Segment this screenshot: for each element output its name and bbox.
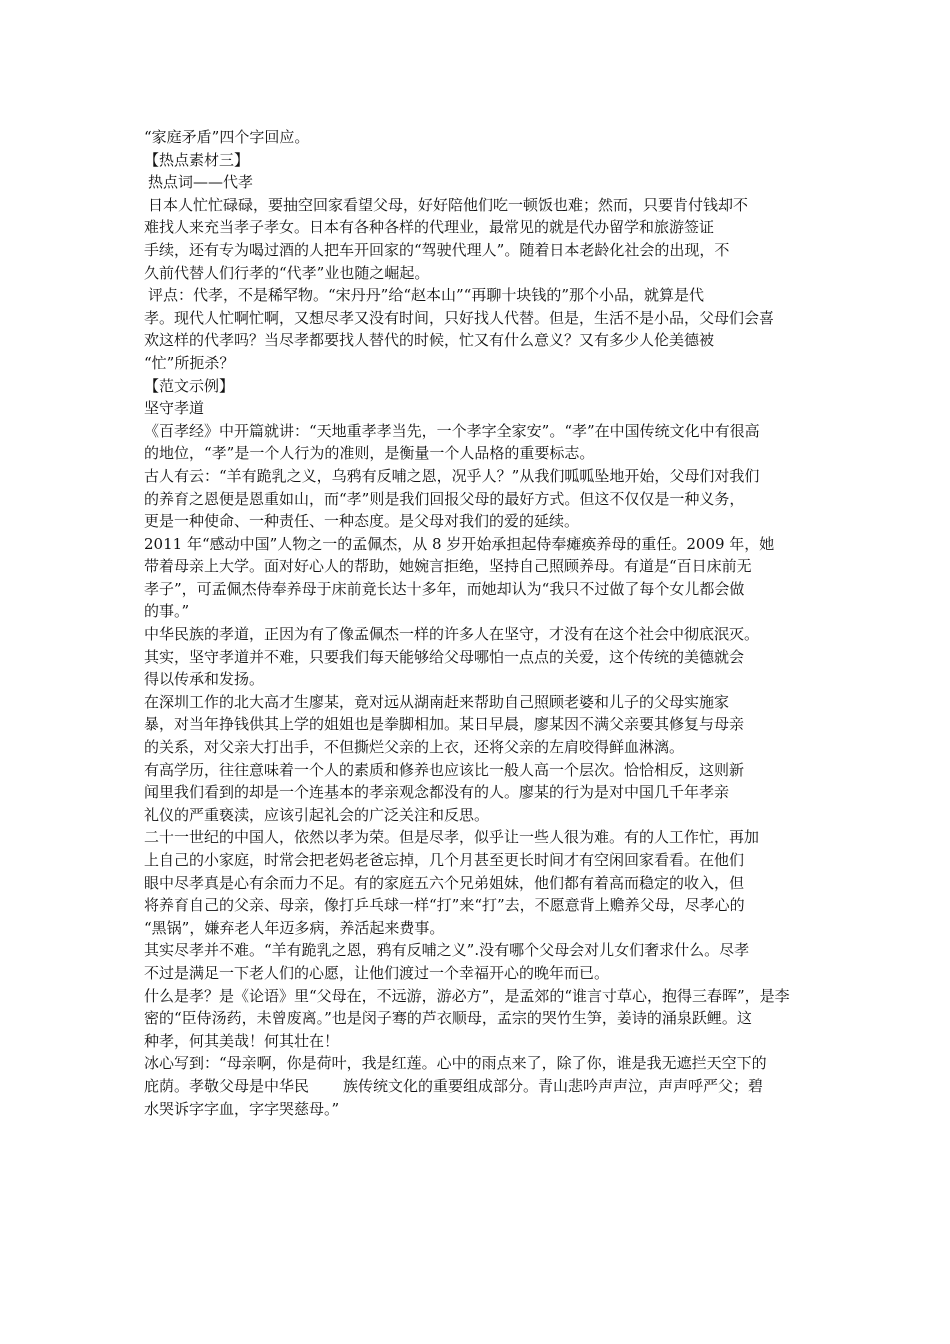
text-line: 手续，还有专为喝过酒的人把车开回家的“驾驶代理人”。随着日本老龄化社会的出现，不 — [144, 240, 730, 259]
text-line: 水哭诉字字血，字字哭慈母。” — [144, 1099, 340, 1118]
text-line: 种孝，何其美哉！何其壮在！ — [144, 1031, 340, 1050]
text-line: 暴，对当年挣钱供其上学的姐姐也是拳脚相加。某日早晨，廖某因不满父亲要其修复与母亲 — [144, 715, 745, 734]
text-line: 孝子”，可孟佩杰侍奉养母于床前竟长达十多年，而她却认为“我只不过做了每个女儿都会做 — [144, 579, 745, 598]
text-line: 评点：代孝，不是稀罕物。“宋丹丹”给“赵本山”“再聊十块钱的”那个小品，就算是代 — [148, 286, 705, 305]
text-line: 孝。现代人忙啊忙啊，又想尽孝又没有时间，只好找人代替。但是，生活不是小品，父母们会喜 — [144, 308, 775, 327]
text-line: 难找人来充当孝子孝女。日本有各种各样的代理业，最常见的就是代办留学和旅游签证 — [144, 218, 715, 237]
text-line: 2011 年“感动中国”人物之一的孟佩杰，从 8 岁开始承担起侍奉瘫痪养母的重任。2009 年，她 — [144, 534, 775, 553]
text-fragment: 庇荫。孝敬父母是中华民 — [144, 1076, 310, 1095]
text-line: 中华民族的孝道，正因为有了像孟佩杰一样的许多人在坚守，才没有在这个社会中彻底泯灭。 — [144, 625, 760, 644]
text-line: 将养育自己的父亲、母亲，像打乒乓球一样“打”来“打”去，不愿意背上赡养父母，尽孝心的 — [144, 896, 745, 915]
hot-word-heading: 热点词——代孝 — [148, 173, 254, 192]
text-line: “黑锅”，嫌弃老人年迈多病，养活起来费事。 — [144, 918, 445, 937]
text-line: “家庭矛盾”四个字回应。 — [144, 128, 310, 146]
text-line: 《百孝经》中开篇就讲：“天地重孝孝当先，一个孝字全家安”。“孝”在中国传统文化中有很高 — [144, 421, 760, 440]
text-line: 古人有云：“羊有跪乳之义，乌鸦有反哺之恩，况乎人？”从我们呱呱坠地开始，父母们对我们 — [144, 466, 760, 485]
text-line: 其实尽孝并不难。“羊有跪乳之恩，鸦有反哺之义”.没有哪个父母会对儿女们奢求什么。尽孝 — [144, 941, 750, 960]
text-line: 其实，坚守孝道并不难，只要我们每天能够给父母哪怕一点点的关爱，这个传统的美德就会 — [144, 647, 745, 666]
essay-title: 坚守孝道 — [144, 399, 205, 418]
text-line: 更是一种使命、一种责任、一种态度。是父母对我们的爱的延续。 — [144, 512, 580, 531]
text-line: 上自己的小家庭，时常会把老妈老爸忘掉，几个月甚至更长时间才有空闲回家看看。在他们 — [144, 851, 745, 869]
text-line: 密的“臣侍汤药，未曾废离。”也是闵子骞的芦衣顺母，孟宗的哭竹生笋，姜诗的涌泉跃鲤。这 — [144, 1009, 752, 1028]
document-body — [144, 126, 822, 1120]
text-line: 的关系，对父亲大打出手，不但撕烂父亲的上衣，还将父亲的左肩咬得鲜血淋漓。 — [144, 738, 685, 757]
text-line: 不过是满足一下老人们的心愿，让他们渡过一个幸福开心的晚年而已。 — [144, 963, 610, 982]
text-line: 得以传承和发扬。 — [144, 670, 265, 689]
text-line: 的地位，“孝”是一个人行为的准则，是衡量一个人品格的重要标志。 — [144, 444, 595, 463]
text-line: 有高学历，往往意味着一个人的素质和修养也应该比一般人高一个层次。恰恰相反，这则新 — [144, 760, 745, 779]
text-line-split — [144, 1075, 822, 1098]
text-line: “忙”所扼杀？ — [144, 353, 235, 372]
text-line: 欢这样的代孝吗？当尽孝都要找人替代的时候，忙又有什么意义？又有多少人伦美德被 — [144, 331, 715, 350]
text-line: 久前代替人们行孝的“代孝”业也随之崛起。 — [144, 263, 430, 282]
section-heading: 【范文示例】 — [144, 376, 235, 395]
text-line: 冰心写到：“母亲啊，你是荷叶，我是红莲。心中的雨点来了，除了你，谁是我无遮拦天空下的 — [144, 1054, 767, 1073]
text-line: 日本人忙忙碌碌，要抽空回家看望父母，好好陪他们吃一顿饭也难；然而，只要肯付钱却不 — [148, 195, 749, 214]
text-line: 闻里我们看到的却是一个连基本的孝亲观念都没有的人。廖某的行为是对中国几千年孝亲 — [144, 783, 730, 802]
text-line: 带着母亲上大学。面对好心人的帮助，她婉言拒绝，坚持自己照顾养母。有道是“百日床前无 — [144, 557, 752, 576]
text-line: 二十一世纪的中国人，依然以孝为荣。但是尽孝，似乎让一些人很为难。有的人工作忙，再加 — [144, 828, 760, 847]
text-line: 的养育之恩便是恩重如山，而“孝”则是我们回报父母的最好方式。但这不仅仅是一种义务， — [144, 489, 745, 508]
text-line: 眼中尽孝真是心有余而力不足。有的家庭五六个兄弟姐妹，他们都有着高而稳定的收入，但 — [144, 873, 745, 892]
text-line: 礼仪的严重亵渎，应该引起礼会的广泛关注和反思。 — [144, 805, 490, 824]
text-line: 在深圳工作的北大高才生廖某，竟对远从湖南赶来帮助自己照顾老婆和儿子的父母实施家 — [144, 692, 730, 711]
text-line: 什么是孝？是《论语》里“父母在，不远游，游必方”，是孟郊的“谁言寸草心，抱得三春晖”，是李 — [144, 986, 790, 1005]
text-line: 的事。” — [144, 602, 190, 621]
text-fragment: 族传统文化的重要组成部分。青山悲吟声声泣，声声呼严父；碧 — [343, 1076, 764, 1095]
section-heading: 【热点素材三】 — [144, 150, 250, 169]
